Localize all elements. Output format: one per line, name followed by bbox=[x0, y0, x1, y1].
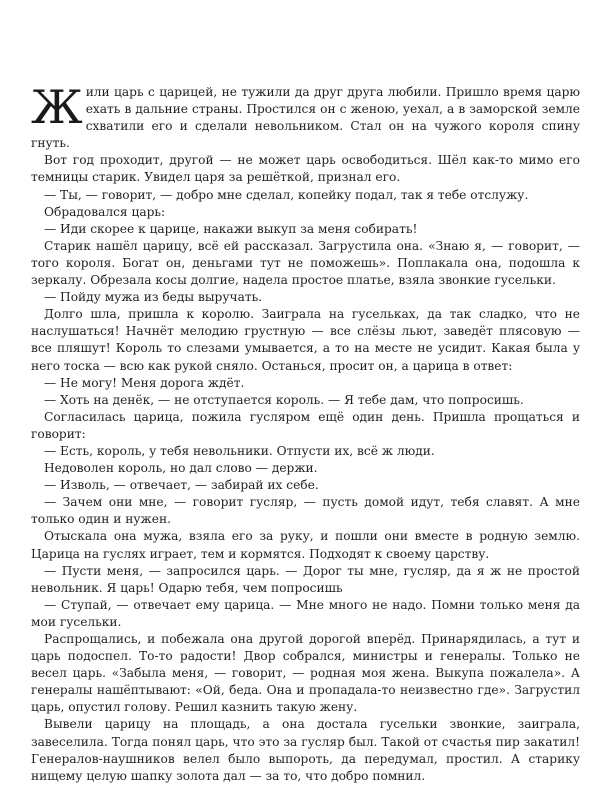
story-paragraph-5: — Иди скорее к царице, накажи выкуп за меня собирать! bbox=[44, 221, 418, 236]
story-paragraph-10: — Хоть на денёк, — не отступается король. — Я тебе дам, что попросишь. bbox=[44, 392, 524, 407]
story-paragraph-8: Долго шла, пришла к королю. Заиграла на гусельках, да так сладко, что не наслушаться! Начнёт мелодию грустную — все слёзы льют, заведёт плясовую — все пляшут! Король то слезами умывается, а то на месте не усидит. Какая была у него тоска — всю как рукой сняло. Останься, просит он, а царица в ответ: bbox=[31, 307, 580, 373]
story-paragraph-2: Вот год проходит, другой — не может царь освободиться. Шёл как-то мимо его темницы старик. Увидел царя за решёткой, признал его. bbox=[31, 153, 580, 185]
story-paragraph-11: Согласилась царица, пожила гусляром ещё один день. Пришла прощаться и говорит: bbox=[31, 409, 580, 441]
story-paragraph-20: Вывели царицу на площадь, а она достала гусельки звонкие, заиграла, завеселила. Тогда понял царь, что это за гусляр был. Такой от счастья пир закатил! Генералов-наушников велел было выпороть, да передумал, простил. А старику нищему целую шапку золота дал — за то, что добро помнил. bbox=[31, 717, 580, 783]
story-paragraph-3: — Ты, — говорит, — добро мне сделал, копейку подал, так я тебе отслужу. bbox=[44, 187, 529, 202]
story-text bbox=[31, 80, 580, 785]
story-paragraph-6: Старик нашёл царицу, всё ей рассказал. Загрустила она. «Знаю я, — говорит, — того короля. Богат он, деньгами тут не поможешь». Поплакала она, подошла к зеркалу. Обрезала косы долгие, надела простое платье, взяла звонкие гусельки. bbox=[31, 238, 580, 288]
story-paragraph-18: — Ступай, — отвечает ему царица. — Мне много не надо. Помни только меня да мои гусельки. bbox=[31, 597, 580, 629]
story-paragraph-1 bbox=[31, 80, 580, 152]
story-paragraph-14: — Изволь, — отвечает, — забирай их себе. bbox=[44, 478, 319, 493]
story-paragraph-7: — Пойду мужа из беды выручать. bbox=[44, 290, 263, 305]
story-paragraph-17: — Пусти меня, — запросился царь. — Дорог ты мне, гусляр, да я ж не простой невольник. Я царь! Одарю тебя, чем попросишь bbox=[31, 563, 580, 595]
story-paragraph-4: Обрадовался царь: bbox=[44, 204, 166, 219]
story-paragraph-15: — Зачем они мне, — говорит гусляр, — пусть домой идут, тебя славят. А мне только один и нужен. bbox=[31, 495, 580, 527]
story-paragraph-9: — Не могу! Меня дорога ждёт. bbox=[44, 375, 245, 390]
story-paragraph-19: Распрощались, и побежала она другой дорогой вперёд. Принарядилась, а тут и царь подоспел. То-то радости! Двор собрался, министры и генералы. Только не весел царь. «Забыла меня, — говорит, — родная моя жена. Выкупа пожалела». А генералы нашёптывают: «Ой, беда. Она и пропадала-то неизвестно где». Загрустил царь, опустил голову. Решил казнить такую жену. bbox=[31, 632, 580, 715]
paragraph-text: или царь с царицей, не тужили да друг друга любили. Пришло время царю ехать в дальние страны. Простился он с женою, уехал, а в заморской земле схватили его и сделали невольником. Стал он на чужого короля спину гнуть. bbox=[31, 85, 580, 151]
story-paragraph-12: — Есть, король, у тебя невольники. Отпусти их, всё ж люди. bbox=[44, 443, 435, 458]
drop-cap-letter: Ж bbox=[31, 80, 83, 134]
story-paragraph-16: Отыскала она мужа, взяла его за руку, и пошли они вместе в родную землю. Царица на гуслях играет, тем и кормятся. Подходят к своему царству. bbox=[31, 529, 580, 561]
story-paragraph-13: Недоволен король, но дал слово — держи. bbox=[44, 461, 318, 476]
